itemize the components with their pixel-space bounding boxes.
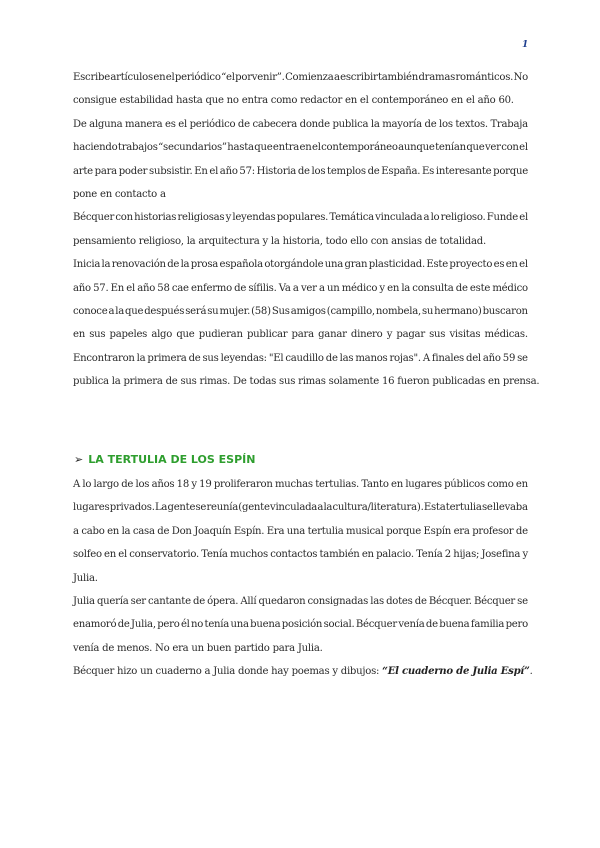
- paragraph-line: venía de menos. No era un buen partido para Julia.: [73, 642, 323, 654]
- paragraph-line: año 57. En el año 58 cae enfermo de sífilis. Va a ver a un médico y en la consulta de este médico: [73, 282, 528, 294]
- paragraph-line: [73, 660, 533, 683]
- paragraph-line: a cabo en la casa de Don Joaquín Espín. Era una tertulia musical porque Espín era profesor de: [73, 525, 528, 537]
- paragraph-line: solfeo en el conservatorio. Tenía muchos contactos también en palacio. Tenía 2 hijas; Josefina y: [73, 549, 528, 561]
- paragraph-text: Bécquer hizo un cuaderno a Julia donde hay poemas y dibujos:: [73, 666, 383, 678]
- closing-period: .: [529, 666, 533, 678]
- paragraph-line: enamoró de Julia, pero él no tenía una buena posición social. Bécquer venía de buena familia pero: [73, 619, 528, 631]
- paragraph-line: Inicia la renovación de la prosa española otorgándole una gran plasticidad. Este proyecto es en el: [73, 259, 528, 271]
- page-number: 1: [522, 40, 529, 50]
- paragraph-line: lugares privados. La gente se reunía (gente vinculada a la cultura/literatura). Esta tertulia se llevaba: [73, 502, 528, 514]
- paragraph-line: De alguna manera es el periódico de cabecera donde publica la mayoría de los textos. Trabaja: [73, 118, 528, 130]
- paragraph-line: haciendo trabajos “secundarios” hasta que entra en el contemporáneo aunque tenían que ver con el: [73, 142, 528, 154]
- paragraph-line: Julia.: [73, 572, 98, 584]
- arrow-bullet-icon: ➢: [74, 453, 84, 466]
- paragraph-line: A lo largo de los años 18 y 19 proliferaron muchas tertulias. Tanto en lugares públicos como en: [73, 479, 528, 490]
- paragraph-line: en sus papeles algo que pudieran publicar para ganar dinero y pagar sus visitas médicas.: [73, 329, 528, 341]
- paragraph-line: pensamiento religioso, la arquitectura y la historia, todo ello con ansias de totalidad.: [73, 235, 486, 247]
- notebook-title: “El cuaderno de Julia Espí”: [382, 666, 530, 678]
- paragraph-line: Julia quería ser cantante de ópera. Allí quedaron consignadas las dotes de Bécquer. Bécquer se: [73, 595, 528, 607]
- paragraph-line: Encontraron la primera de sus leyendas: "El caudillo de las manos rojas". A finales del año 59 se: [73, 352, 528, 364]
- section-heading-text: LA TERTULIA DE LOS ESPÍN: [88, 453, 256, 466]
- paragraph-line: conoce a la que después será su mujer. (58) Sus amigos (campillo, nombela, su hermano) buscaron: [73, 305, 528, 317]
- section-heading: [74, 448, 255, 472]
- paragraph-line: Bécquer con historias religiosas y leyendas populares. Temática vinculada a lo religioso. Funde el: [73, 212, 528, 224]
- paragraph-line: pone en contacto a: [73, 188, 166, 200]
- paragraph-line: Escribe artículos en el periódico “el porvenir”. Comienza a escribir también dramas románticos. No: [73, 72, 528, 83]
- section-body-becquer-biography: [73, 66, 540, 393]
- paragraph-line: publica la primera de sus rimas. De todas sus rimas solamente 16 fueron publicadas en prensa.: [73, 376, 540, 388]
- section-body-tertulia: [73, 473, 533, 684]
- paragraph-line: arte para poder subsistir. En el año 57: Historia de los templos de España. Es interesante porque: [73, 165, 528, 177]
- paragraph-line: consigue estabilidad hasta que no entra como redactor en el contemporáneo en el año 60.: [73, 95, 514, 107]
